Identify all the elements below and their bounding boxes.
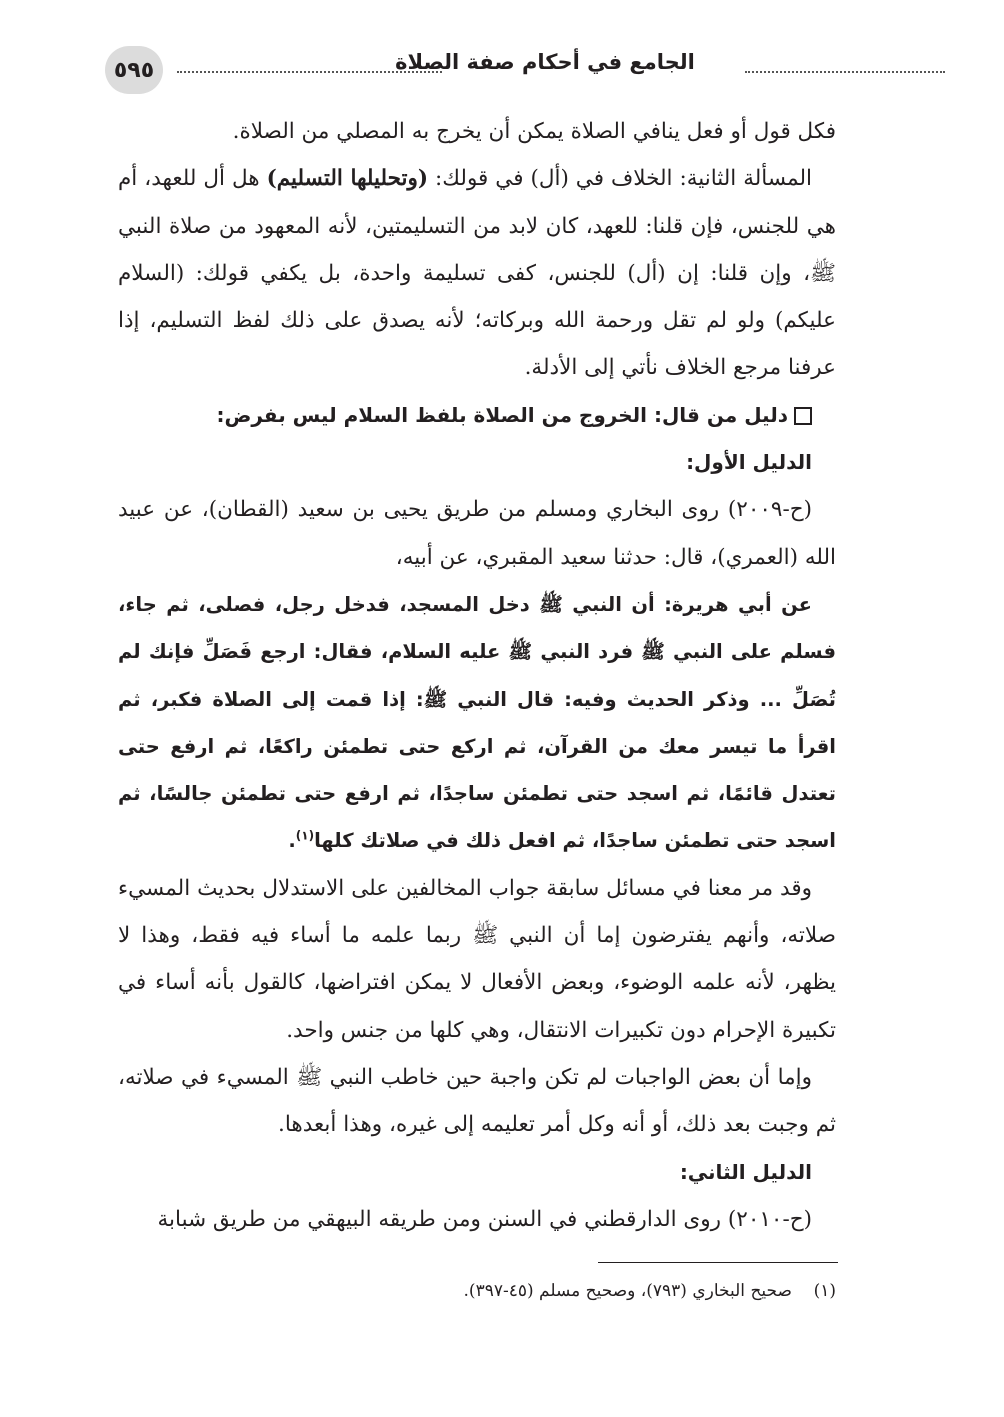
running-header <box>105 44 845 100</box>
paragraph: وإما أن بعض الواجبات لم تكن واجبة حين خاطب النبي ﷺ المسيء في صلاته، ثم وجبت بعد ذلك، أو أنه وكل أمر تعليمه إلى غيره، وهذا أبعدها. <box>118 1064 836 1138</box>
footnote <box>118 1274 836 1308</box>
footnote-text: صحيح البخاري (٧٩٣)، وصحيح مسلم (٤٥-٣٩٧). <box>463 1281 792 1301</box>
hadith-text: عن أبي هريرة: أن النبي ﷺ دخل المسجد، فدخل رجل، فصلى، ثم جاء، فسلم على النبي ﷺ فرد النبي ﷺ عليه السلام، فقال: ارجع فَصَلِّ فإنك لم تُصَلِّ ... وذكر الحديث وفيه: قال النبي ﷺ: إذا قمت إلى الصلاة فكبر، ثم اقرأ ما تيسر معك من القرآن، ثم اركع حتى تطمئن راكعًا، ثم ارفع حتى تعتدل قائمًا، ثم اسجد حتى تطمئن ساجدًا، ثم ارفع حتى تطمئن جالسًا، ثم اسجد حتى تطمئن ساجدًا، ثم افعل ذلك في صلاتك كلها$^{(١)}$. <box>118 592 836 853</box>
evidence-heading: الدليل الثاني: <box>679 1159 812 1184</box>
paragraph-text: المسألة الثانية: الخلاف في (أل) في قولك: <box>428 166 812 192</box>
footnote-reference[interactable]: (١) <box>295 828 315 843</box>
checkbox-icon <box>794 407 812 425</box>
hadith-body: عن أبي هريرة: أن النبي ﷺ دخل المسجد، فدخل رجل، فصلى، ثم جاء، فسلم على النبي ﷺ فرد النبي ﷺ عليه السلام، فقال: ارجع فَصَلِّ فإنك لم تُصَلِّ ... وذكر الحديث وفيه: قال النبي ﷺ: إذا قمت إلى الصلاة فكبر، ثم اقرأ ما تيسر معك من القرآن، ثم اركع حتى تطمئن راكعًا، ثم ارفع حتى تعتدل قائمًا، ثم اسجد حتى تطمئن ساجدًا، ثم ارفع حتى تطمئن جالسًا، ثم اسجد حتى تطمئن ساجدًا، ثم افعل ذلك في صلاتك كلها <box>118 592 836 853</box>
section-heading-text: دليل من قال: الخروج من الصلاة بلفظ السلام ليس بفرض: <box>216 402 788 427</box>
paragraph: (ح-٢٠٠٩) روى البخاري ومسلم من طريق يحيى بن سعيد (القطان)، عن عبيد الله (العمري)، قال: حدثنا سعيد المقبري، عن أبيه، <box>118 497 836 570</box>
footnote-divider <box>598 1262 838 1263</box>
paragraph: فكل قول أو فعل ينافي الصلاة يمكن أن يخرج به المصلي من الصلاة. <box>232 119 836 144</box>
section-heading <box>118 392 836 439</box>
footnote-number: (١) <box>813 1281 836 1301</box>
paragraph: (ح-٢٠١٠) روى الدارقطني في السنن ومن طريقه البيهقي من طريق شبابة <box>157 1206 812 1232</box>
paragraph-text: هل أل للعهد، أم هي للجنس، فإن قلنا: للعهد، كان لابد من التسليمتين، لأنه المعهود من صلاة النبي ﷺ، وإن قلنا: إن (أل) للجنس، كفى تسليمة واحدة، بل يكفي قولك: (السلام عليكم) ولو لم تقل ورحمة الله وبركاته؛ لأنه يصدق على ذلك لفظ التسليم، إذا عرفنا مرجع الخلاف نأتي إلى الأدلة. <box>118 166 836 381</box>
page-number-badge: ٥٩٥ <box>105 46 163 94</box>
book-title: الجامع في أحكام صفة الصلاة <box>395 50 695 74</box>
quoted-phrase: (وتحليلها التسليم) <box>266 166 429 192</box>
paragraph <box>118 155 836 391</box>
evidence-heading: الدليل الأول: <box>686 450 812 475</box>
header-dotted-leader <box>745 71 945 73</box>
paragraph: وقد مر معنا في مسائل سابقة جواب المخالفين على الاستدلال بحديث المسيء صلاته، وأنهم يفترضون إما أن النبي ﷺ ربما علمه ما أساء فيه فقط، وهذا لا يظهر، لأنه علمه الوضوء، وبعض الأفعال لا يمكن افتراضها، كالقول بأنه أساء في تكبيرة الإحرام دون تكبيرات الانتقال، وهي كلها من جنس واحد. <box>118 875 836 1043</box>
main-text <box>118 108 836 1243</box>
